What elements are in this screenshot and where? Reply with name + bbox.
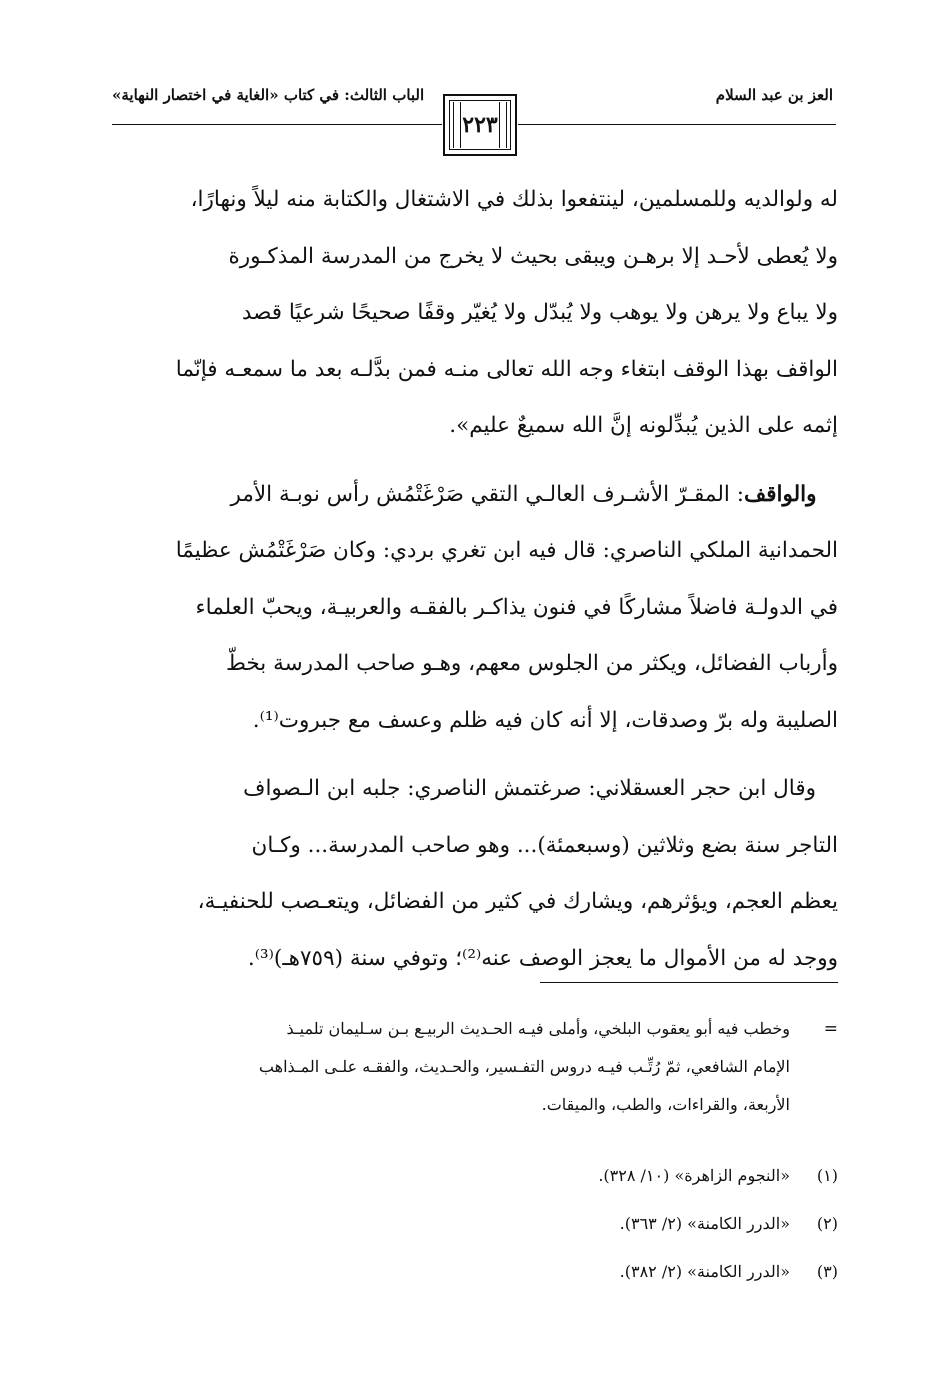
- footnote-reference: «الدرر الكامنة» (٢/ ٣٦٣).: [619, 1214, 790, 1233]
- text-line: يعظم العجم، ويؤثرهم، ويشارك في كثير من الفضائل، ويتعـصب للحنفيـة،: [197, 889, 838, 914]
- text-line: في الدولـة فاضلاً مشاركًا في فنون يذاكـر بالفقـه والعربيـة، ويحبّ العلماء: [195, 594, 838, 620]
- paragraph-3: [112, 761, 838, 987]
- page-number-frame: [443, 94, 517, 156]
- header-rule-left: [112, 124, 442, 125]
- text-line: ووجد له من الأموال ما يعجز الوصف عنه⁽²⁾؛ وتوفي سنة (٧٥٩هـ)⁽³⁾.: [247, 945, 838, 971]
- footnote-line: وخطب فيه أبو يعقوب البلخي، وأملى فيـه الحـديث الربيـع بـن سـليمان تلميـذ: [286, 1019, 790, 1038]
- text-line: [112, 467, 838, 524]
- page-number: ٢٢٣: [462, 112, 498, 138]
- text-line: إثمه على الذين يُبدِّلونه إنَّ الله سميعٌ عليم».: [449, 413, 838, 438]
- footnote-line: الإمام الشافعي، ثمّ رُتِّـب فيـه دروس التفـسير، والحـديث، والفقـه علـى المـذاهب: [258, 1057, 790, 1076]
- footnote-number: (٣): [816, 1262, 838, 1281]
- main-text: [112, 172, 838, 987]
- text-line: التاجر سنة بضع وثلاثين (وسبعمئة)... وهو صاحب المدرسة... وكـان: [251, 832, 838, 858]
- text-line: الحمدانية الملكي الناصري: قال فيه ابن تغري بردي: وكان صَرْغَتْمُش عظيمًا: [175, 538, 838, 563]
- footnote-reference: «الدرر الكامنة» (٢/ ٣٨٢).: [619, 1262, 790, 1281]
- running-head-author: العز بن عبد السلام: [715, 86, 833, 104]
- footnote-item: [112, 1200, 838, 1248]
- text-line-rest: : المقـرّ الأشـرف العالـي التقي صَرْغَتْمُش رأس نوبـة الأمر: [230, 481, 744, 507]
- footnote-continuation: [112, 1010, 838, 1124]
- footnote-number: (٢): [816, 1214, 838, 1233]
- paragraph-1: [112, 172, 838, 455]
- running-head-chapter: الباب الثالث: في كتاب «الغاية في اختصار النهاية»: [112, 86, 425, 104]
- paragraph-lead-word: والواقف: [743, 481, 817, 507]
- continuation-text: [112, 1010, 790, 1124]
- paragraph-2: [112, 467, 838, 750]
- footnote-item: [112, 1152, 838, 1200]
- header-rule-right: [518, 124, 836, 125]
- footnote-number: (١): [816, 1166, 838, 1185]
- footnote-item: [112, 1248, 838, 1296]
- footnote-line: الأربعة، والقراءات، والطب، والميقات.: [541, 1095, 790, 1114]
- continuation-mark: =: [823, 1019, 838, 1039]
- text-line: وأرباب الفضائل، ويكثر من الجلوس معهم، وهـو صاحب المدرسة بخطّ: [226, 651, 838, 676]
- text-line: ولا يباع ولا يرهن ولا يوهب ولا يُبدّل ولا يُغيّر وقفًا صحيحًا شرعيًا قصد: [241, 300, 838, 325]
- text-line: ولا يُعطى لأحـد إلا برهـن ويبقى بحيث لا يخرج من المدرسة المذكـورة: [228, 243, 838, 269]
- footnote-separator: [540, 982, 838, 983]
- text-line: وقال ابن حجر العسقلاني: صرغتمش الناصري: جلبه ابن الـصواف: [243, 776, 816, 801]
- text-line: الصليبة وله برّ وصدقات، إلا أنه كان فيه ظلم وعسف مع جبروت⁽¹⁾.: [252, 707, 838, 733]
- footnote-list: [112, 1152, 838, 1296]
- text-line: له ولوالديه وللمسلمين، لينتفعوا بذلك في الاشتغال والكتابة منه ليلاً ونهارًا،: [190, 187, 838, 212]
- footnote-reference: «النجوم الزاهرة» (١٠/ ٣٢٨).: [598, 1166, 790, 1185]
- text-line: الواقف بهذا الوقف ابتغاء وجه الله تعالى منـه فمن بدَّلـه بعد ما سمعـه فإنّما: [175, 356, 838, 382]
